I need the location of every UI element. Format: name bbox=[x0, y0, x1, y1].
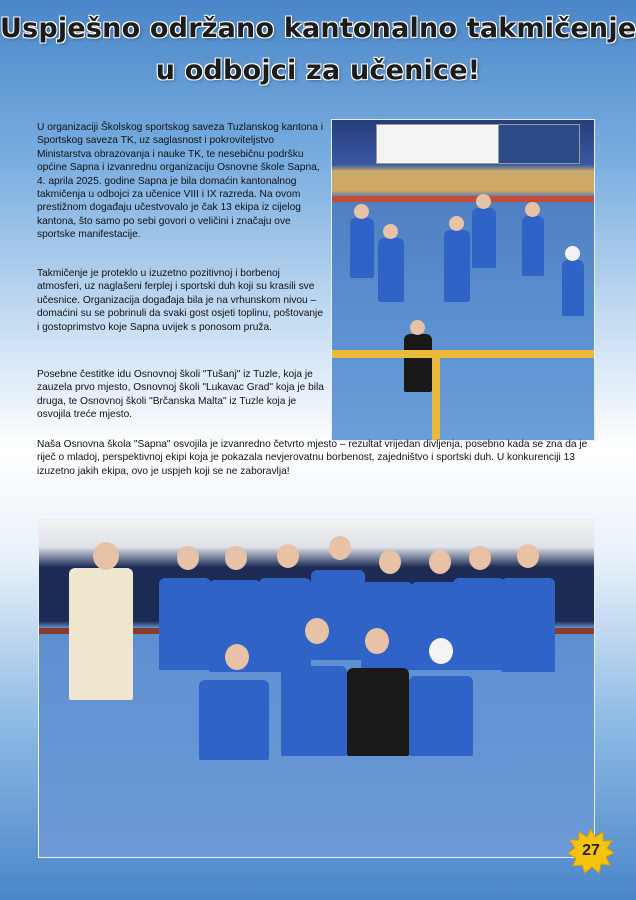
title-line-2: u odbojci za učenice! bbox=[155, 55, 481, 86]
coach bbox=[69, 568, 133, 700]
player bbox=[311, 570, 365, 660]
player bbox=[199, 680, 269, 760]
paragraph-sapna-result: Naša Osnovna škola "Sapna" osvojila je izvanredno četvrto mjesto – rezultat vrijedan divljenja, posebno kada se zna da je riječ o mladoj, perspektivnoj ekipi koja je pokazala nevjerovatnu borbenost, zajedništvo i sportski duh. U konkurenciji 13 izuzetno jakih ekipa, ovo je uspjeh koji se ne zaboravlja! bbox=[37, 439, 588, 477]
paragraph-intro: U organizaciji Školskog sportskog saveza Tuzlanskog kantona i Sportskog saveza TK, uz saglasnost i pokroviteljstvo Ministarstva obrazovanja i nauke TK, te nesebičnu podršku općine Sapna i izvanrednu organizaciju Osnovne škole Sapna, 4. aprila 2025. godine Sapna je bila domaćin kantonalnog takmičenja u odbojci za učenice VIII i IX razreda. Na ovom prestižnom događaju učestvovalo je čak 13 ekipa iz cijelog kantona, što samo po sebi govori o veličini i značaju ove sportske manifestacije. bbox=[37, 122, 323, 241]
banner-right bbox=[498, 124, 580, 164]
player bbox=[404, 334, 432, 392]
page-title bbox=[0, 8, 636, 92]
player bbox=[562, 260, 584, 316]
player bbox=[522, 216, 544, 276]
player bbox=[409, 676, 473, 756]
page-number: 27 bbox=[582, 842, 600, 859]
page-number-badge bbox=[568, 828, 614, 874]
title-line-1: Uspješno održano kantonalno takmičenje bbox=[0, 13, 636, 44]
player bbox=[501, 578, 555, 672]
paragraph-atmosphere: Takmičenje je proteklo u izuzetno pozitivnoj i borbenoj atmosferi, uz naglašeni ferplej i sportski duh koji su krasili sve učesnice. Organizacija događaja bila je na vrhunskom nivou – domaćini su se pobrinuli da svaki gost osjeti toplinu, poštovanje i gostoprimstvo koje Sapna uvijek s ponosom pruža. bbox=[37, 268, 323, 333]
paragraph-winners: Posebne čestitke idu Osnovnoj školi "Tušanj" iz Tuzle, koja je zauzela prvo mjesto, Osnovnoj školi "Lukavac Grad" koja je bila druga, te Osnovnoj školi "Brčanska Malta" iz Tuzle koja je osvojila treće mjesto. bbox=[37, 369, 324, 421]
banner-left bbox=[376, 124, 500, 164]
player bbox=[259, 578, 311, 672]
player bbox=[453, 578, 505, 670]
player bbox=[350, 218, 374, 278]
photo-team bbox=[38, 519, 595, 858]
player bbox=[378, 238, 404, 302]
player bbox=[281, 666, 347, 756]
player bbox=[361, 582, 413, 670]
player-libero bbox=[347, 668, 409, 756]
player bbox=[159, 578, 211, 670]
player bbox=[444, 230, 470, 302]
player bbox=[472, 208, 496, 268]
photo-match-court bbox=[331, 119, 595, 441]
